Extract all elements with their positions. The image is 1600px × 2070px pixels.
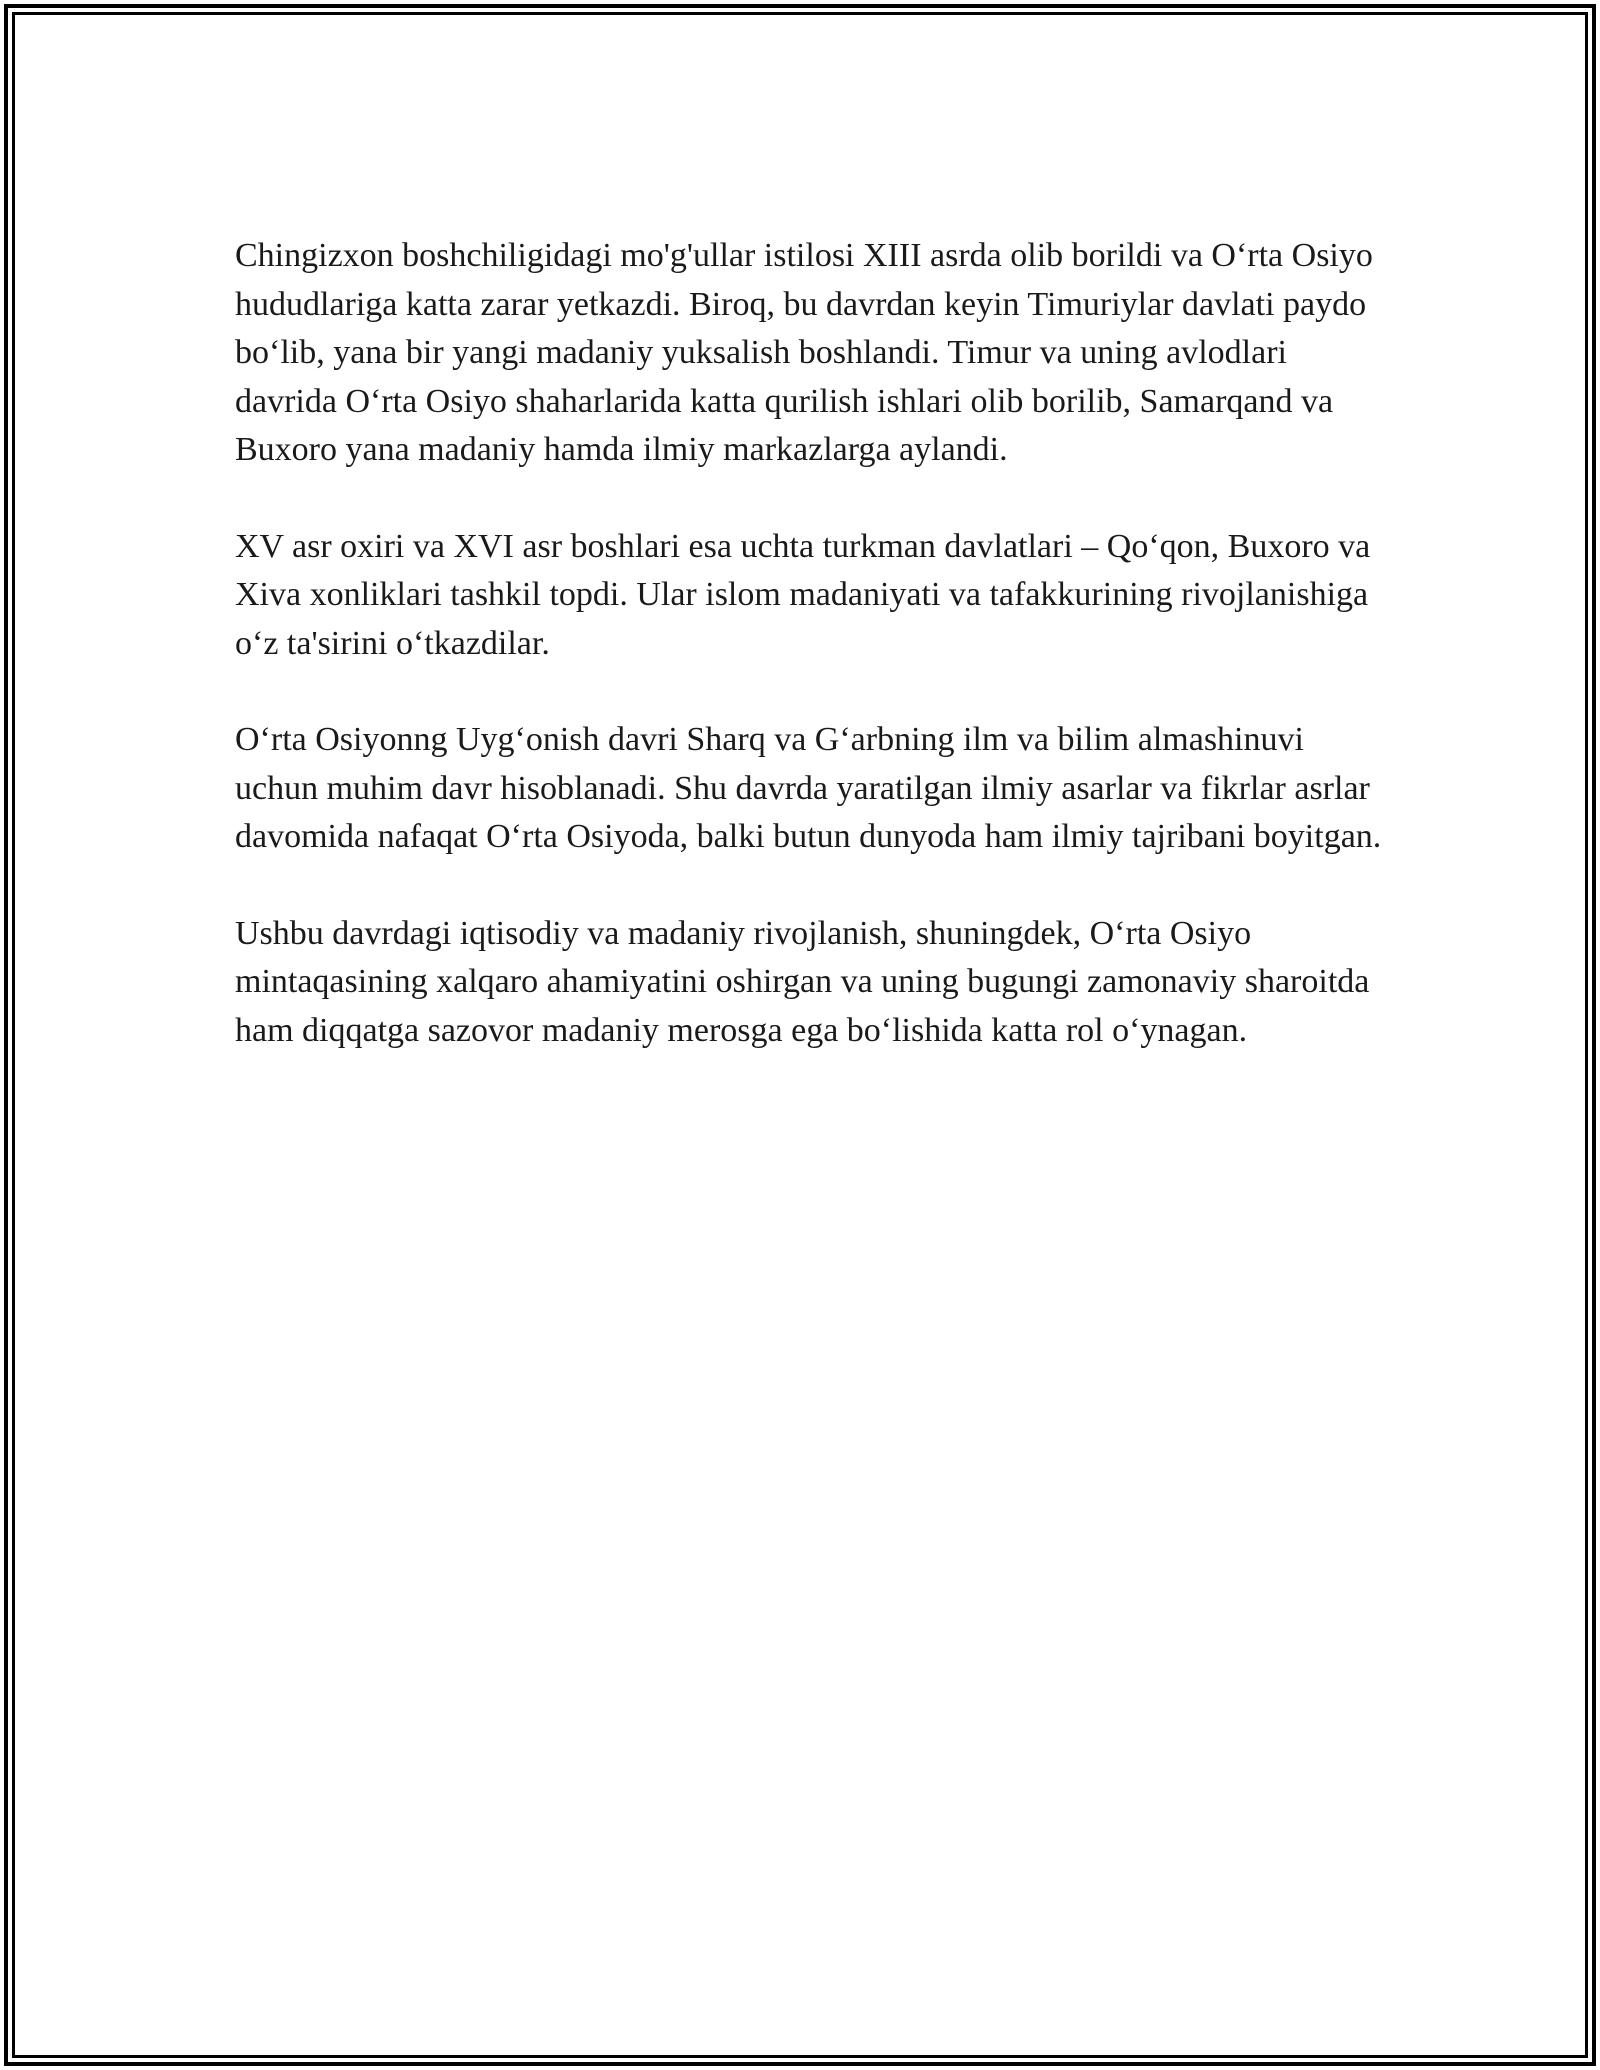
paragraph-4: Ushbu davrdagi iqtisodiy va madaniy rivojlanish, shuningdek, O‘rta Osiyo mintaqasining xalqaro ahamiyatini oshirgan va uning bugungi zamonaviy sharoitda ham diqqatga sazovor madaniy merosga ega bo‘lishida katta rol o‘ynagan. [235,914,1370,1049]
paragraph-2: XV asr oxiri va XVI asr boshlari esa uchta turkman davlatlari – Qo‘qon, Buxoro va Xiva xonliklari tashkil topdi. Ular islom madaniyati va tafakkurining rivojlanishiga o‘z ta'sirini o‘tkazdilar. [235,527,1371,662]
paragraph-1: Chingizxon boshchiligidagi mo'g'ullar istilosi XIII asrda olib borildi va O‘rta Osiyo hududlariga katta zarar yetkazdi. Biroq, bu davrdan keyin Timuriylar davlati paydo bo‘lib, yana bir yangi madaniy yuksalish boshlandi. Timur va uning avlodlari davrida O‘rta Osiyo shaharlarida katta qurilish ishlari olib borilib, Samarqand va Buxoro yana madaniy hamda ilmiy markazlarga aylandi. [235,237,1373,468]
document-body [235,232,1385,1103]
paragraph-3: O‘rta Osiyonng Uyg‘onish davri Sharq va G‘arbning ilm va bilim almashinuvi uchun muhim davr hisoblanadi. Shu davrda yaratilgan ilmiy asarlar va fikrlar asrlar davomida nafaqat O‘rta Osiyoda, balki butun dunyoda ham ilmiy tajribani boyitgan. [235,721,1382,855]
